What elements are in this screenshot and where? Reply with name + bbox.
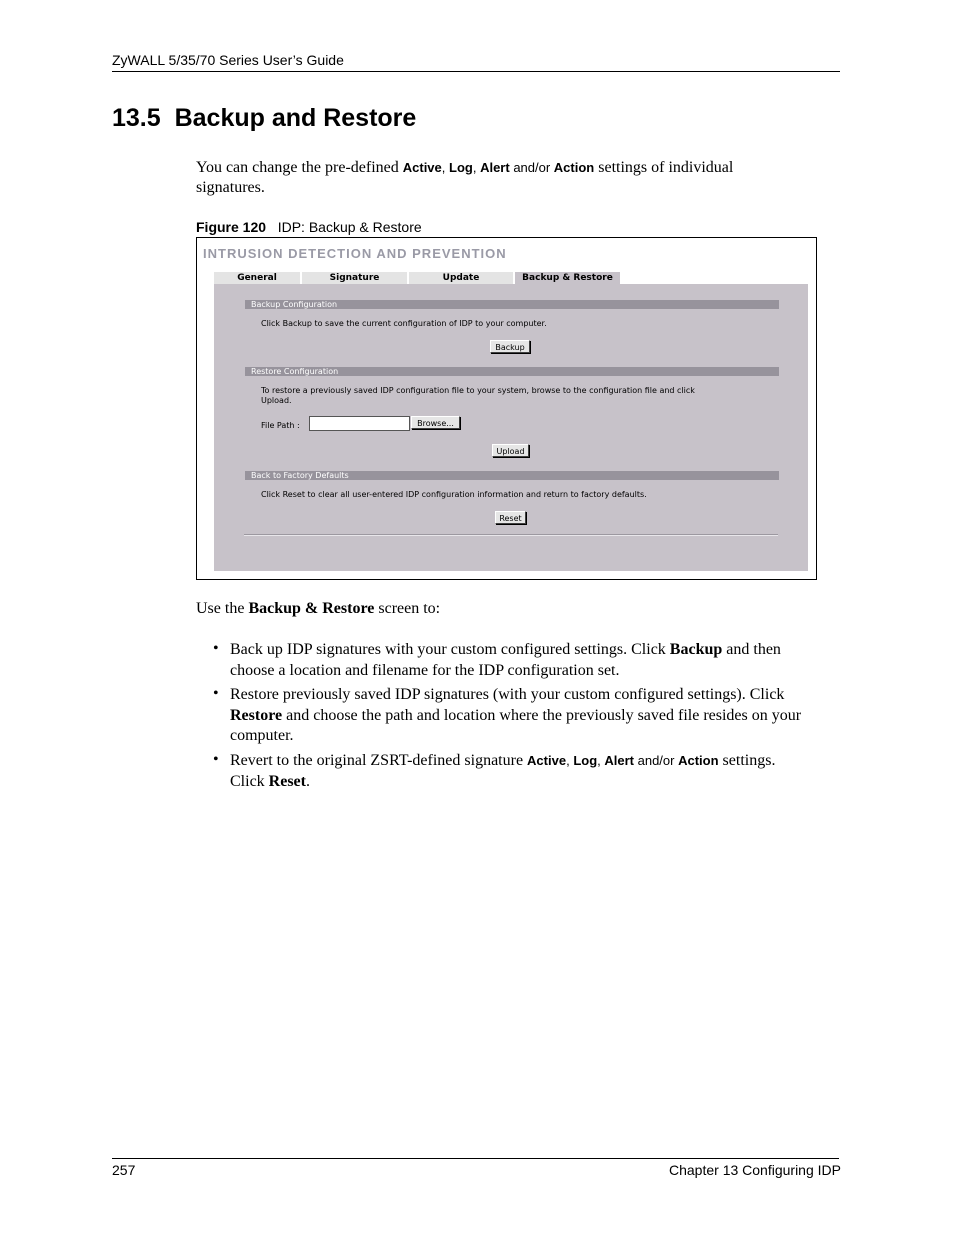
usage-paragraph	[196, 599, 440, 619]
settings-panel	[214, 284, 808, 571]
screen-title: INTRUSION DETECTION AND PREVENTION	[203, 246, 507, 261]
restore-description-line-1: To restore a previously saved IDP configuration file to your system, browse to the configuration file and click	[261, 386, 695, 395]
chapter-title: Chapter 13 Configuring IDP	[669, 1162, 841, 1178]
bullet-item-reset	[230, 751, 850, 792]
usage-text: Use the	[196, 600, 249, 617]
section-number: 13.5	[112, 104, 161, 132]
running-header: ZyWALL 5/35/70 Series User’s Guide	[112, 52, 344, 68]
bullet-bold: Restore	[230, 706, 283, 724]
separator: ,	[472, 160, 481, 175]
keyword-action: Action	[678, 753, 719, 768]
separator: ,	[441, 160, 450, 175]
bullet-line	[230, 640, 850, 661]
figure-caption	[196, 219, 422, 235]
keyword-active: Active	[402, 160, 442, 175]
keyword-log: Log	[449, 160, 473, 175]
restore-description-line-2: Upload.	[261, 396, 292, 405]
bullet-text: .	[305, 772, 310, 790]
bullet-text: Back up IDP signatures with your custom configured settings. Click	[230, 641, 670, 658]
keyword-alert: Alert	[480, 160, 510, 175]
intro-line-1	[196, 158, 836, 178]
bullet-bold: Backup	[669, 641, 723, 658]
backup-description: Click Backup to save the current configuration of IDP to your computer.	[261, 319, 547, 328]
separator: and/or	[509, 160, 554, 175]
bullet-marker: •	[213, 640, 219, 657]
bullet-text: Revert to the original ZSRT-defined signature	[230, 752, 528, 769]
tab-label: General	[237, 273, 277, 283]
factory-section-heading: Back to Factory Defaults	[245, 471, 779, 480]
bullet-line	[230, 772, 850, 793]
separator: ,	[597, 753, 605, 768]
bullet-text: and choose the path and location where the previously saved file resides on your	[282, 706, 802, 724]
separator: and/or	[634, 753, 679, 768]
tab-label: Backup & Restore	[522, 273, 613, 283]
bullet-text: settings.	[718, 752, 776, 769]
keyword-active: Active	[527, 753, 567, 768]
section-heading: Backup and Restore	[174, 104, 417, 132]
panel-divider	[244, 534, 778, 536]
backup-section-heading: Backup Configuration	[245, 300, 779, 309]
intro-line-2: signatures.	[196, 179, 265, 196]
separator: ,	[566, 753, 574, 768]
intro-paragraph	[196, 158, 836, 198]
bullet-line: choose a location and filename for the IDP configuration set.	[230, 661, 620, 679]
bullet-item-backup	[230, 640, 850, 681]
bullet-text: Click	[230, 772, 269, 790]
tab-label: Update	[442, 273, 480, 283]
header-rule	[112, 71, 840, 72]
file-path-input[interactable]	[309, 416, 410, 431]
bullet-text: and then	[722, 641, 781, 658]
figure-screenshot	[196, 237, 817, 580]
restore-section-heading: Restore Configuration	[245, 367, 779, 376]
bullet-bold: Reset	[268, 772, 306, 790]
reset-button[interactable]: Reset	[495, 511, 526, 524]
file-path-label: File Path :	[261, 421, 300, 430]
browse-button[interactable]: Browse...	[411, 416, 460, 429]
tab-signature[interactable]	[302, 272, 407, 284]
tab-update[interactable]	[409, 272, 513, 284]
figure-label: Figure 120	[196, 219, 267, 235]
keyword-action: Action	[553, 160, 595, 175]
footer-rule	[112, 1158, 839, 1159]
usage-screen-name: Backup & Restore	[248, 600, 375, 617]
bullet-line	[230, 751, 850, 772]
tab-general[interactable]	[214, 272, 300, 284]
keyword-alert: Alert	[604, 753, 634, 768]
intro-text: You can change the pre-defined	[196, 159, 403, 176]
factory-description: Click Reset to clear all user-entered IDP configuration information and return to factory defaults.	[261, 490, 647, 499]
bullet-item-restore	[230, 685, 850, 747]
keyword-log: Log	[573, 753, 598, 768]
backup-button[interactable]: Backup	[490, 340, 530, 353]
upload-button[interactable]: Upload	[492, 444, 529, 457]
bullet-marker: •	[213, 751, 219, 768]
page-number: 257	[112, 1162, 136, 1178]
bullet-line	[230, 706, 850, 727]
tab-backup-restore[interactable]	[515, 272, 620, 284]
section-title	[112, 104, 416, 133]
figure-caption-text: IDP: Backup & Restore	[277, 219, 422, 235]
restore-description	[261, 386, 781, 406]
intro-text: settings of individual	[594, 159, 734, 176]
usage-text: screen to:	[374, 600, 441, 617]
bullet-line: Restore previously saved IDP signatures (with your custom configured settings). Click	[230, 686, 785, 703]
tab-label: Signature	[329, 273, 380, 283]
bullet-marker: •	[213, 685, 219, 702]
bullet-line: computer.	[230, 727, 294, 744]
